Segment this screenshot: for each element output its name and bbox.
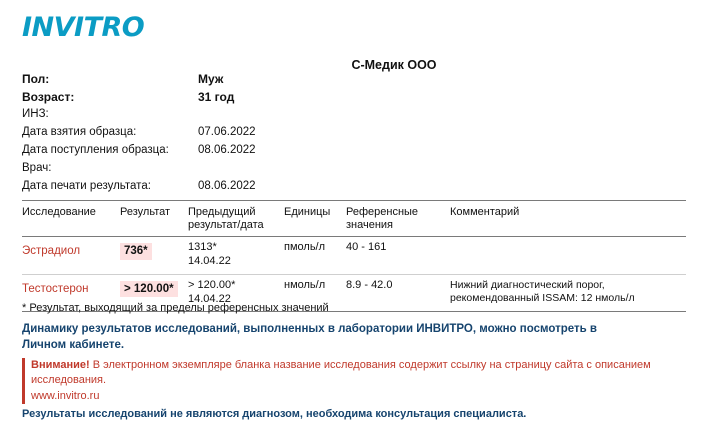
patient-sex-label: Пол: bbox=[22, 72, 50, 86]
test-result-cell bbox=[120, 279, 188, 297]
test-result-cell bbox=[120, 241, 188, 259]
column-header-previous-line2: результат/дата bbox=[188, 218, 264, 231]
comment-line1: Нижний диагностический порог, bbox=[450, 278, 605, 291]
column-header-reference-line2: значения bbox=[346, 218, 394, 231]
column-header-reference bbox=[346, 206, 450, 231]
patient-age-label: Возраст: bbox=[22, 90, 75, 104]
dynamics-note-line1: Динамику результатов исследований, выполненных в лаборатории ИНВИТРО, можно посмотреть в bbox=[22, 323, 597, 335]
column-header-units: Единицы bbox=[284, 206, 331, 218]
attention-first-line bbox=[31, 358, 686, 373]
print-date-value: 08.06.2022 bbox=[198, 180, 256, 192]
reference-range-value: 40 - 161 bbox=[346, 241, 387, 254]
patient-info-row bbox=[22, 144, 422, 162]
patient-info-row bbox=[22, 126, 422, 144]
doctor-label: Врач: bbox=[22, 162, 52, 174]
attention-text-line2: исследования. bbox=[31, 374, 107, 387]
units-value: нмоль/л bbox=[284, 278, 326, 291]
results-table bbox=[22, 200, 686, 312]
sample-collection-date-value: 07.06.2022 bbox=[198, 126, 256, 138]
reference-range-value: 8.9 - 42.0 bbox=[346, 278, 393, 291]
patient-info-block bbox=[22, 72, 422, 198]
patient-inz-label: ИНЗ: bbox=[22, 108, 49, 120]
patient-info-row bbox=[22, 108, 422, 126]
previous-result-date: 14.04.22 bbox=[188, 255, 231, 268]
sample-arrival-date-label: Дата поступления образца: bbox=[22, 144, 169, 156]
units-value: пмоль/л bbox=[284, 241, 326, 254]
out-of-range-footnote: * Результат, выходящий за пределы референсных значений bbox=[22, 302, 329, 314]
patient-sex-value: Муж bbox=[198, 72, 224, 86]
patient-info-row bbox=[22, 180, 422, 198]
invitro-logo: INVITRO bbox=[22, 12, 145, 43]
column-header-comment: Комментарий bbox=[450, 206, 520, 218]
table-header-row bbox=[22, 201, 686, 237]
patient-info-row bbox=[22, 90, 422, 108]
column-header-result: Результат bbox=[120, 206, 171, 218]
patient-info-row bbox=[22, 72, 422, 90]
previous-result-value: > 120.00* bbox=[188, 278, 236, 291]
organization-title bbox=[0, 58, 708, 72]
test-name-label: Тестостерон bbox=[22, 282, 89, 295]
column-header-previous bbox=[188, 206, 284, 231]
column-header-previous-line1: Предыдущий bbox=[188, 206, 256, 218]
dynamics-note bbox=[22, 322, 686, 353]
result-value-highlight: > 120.00* bbox=[120, 281, 178, 297]
test-name-link[interactable] bbox=[22, 279, 120, 297]
test-name-label: Эстрадиол bbox=[22, 245, 81, 258]
attention-label: Внимание! bbox=[31, 359, 90, 371]
attention-box bbox=[22, 358, 686, 404]
patient-age-value: 31 год bbox=[198, 90, 235, 104]
print-date-label: Дата печати результата: bbox=[22, 180, 151, 192]
comment-cell bbox=[450, 279, 682, 305]
dynamics-note-line2: Личном кабинете. bbox=[22, 338, 125, 351]
previous-result-cell bbox=[188, 241, 284, 269]
invitro-website-link[interactable]: www.invitro.ru bbox=[31, 389, 100, 402]
organization-title-text: С-Медик ООО bbox=[351, 58, 437, 72]
column-header-reference-line1: Референсные bbox=[346, 206, 419, 218]
table-row bbox=[22, 237, 686, 274]
patient-info-row bbox=[22, 162, 422, 180]
disclaimer-note: Результаты исследований не являются диагнозом, необходима консультация специалиста. bbox=[22, 408, 527, 420]
sample-collection-date-label: Дата взятия образца: bbox=[22, 126, 137, 138]
test-name-link[interactable] bbox=[22, 241, 120, 259]
result-value-highlight: 736* bbox=[120, 243, 152, 259]
previous-result-value: 1313* bbox=[188, 241, 217, 254]
comment-line2: рекомендованный ISSAM: 12 нмоль/л bbox=[450, 291, 635, 304]
sample-arrival-date-value: 08.06.2022 bbox=[198, 144, 256, 156]
column-header-test: Исследование bbox=[22, 206, 96, 218]
previous-result-date: 14.04.22 bbox=[188, 292, 231, 305]
attention-text-line1: В электронном экземпляре бланка название исследования содержит ссылку на страницу сайта с описанием bbox=[89, 359, 651, 371]
